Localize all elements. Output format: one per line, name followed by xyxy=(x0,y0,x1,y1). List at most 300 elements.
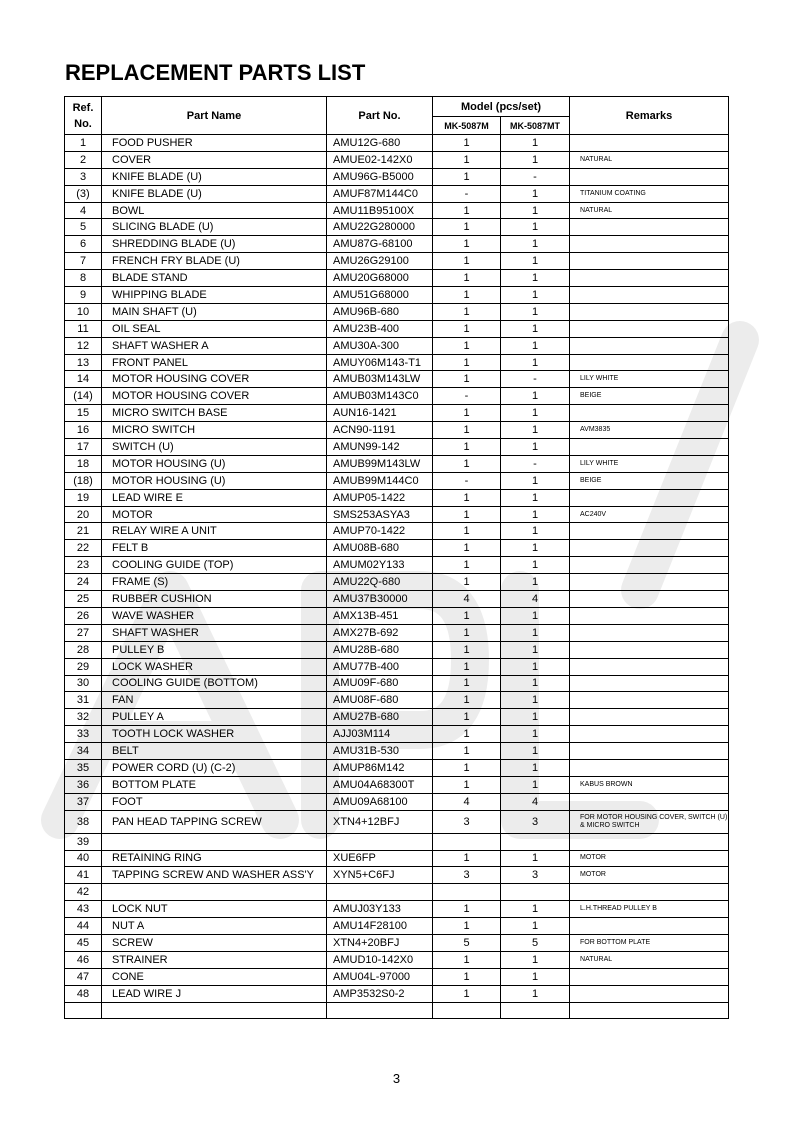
ref-cell: 45 xyxy=(65,934,102,951)
table-row xyxy=(65,658,729,675)
part-no-cell: AMUM02Y133 xyxy=(327,557,433,574)
ref-cell: 34 xyxy=(65,743,102,760)
remarks-cell xyxy=(570,884,729,901)
table-row xyxy=(65,506,729,523)
part-name-cell: SLICING BLADE (U) xyxy=(102,219,327,236)
part-name-cell: BOWL xyxy=(102,202,327,219)
part-name-cell: WAVE WASHER xyxy=(102,607,327,624)
qty-model-b-cell: 1 xyxy=(501,709,570,726)
part-name-cell: FRAME (S) xyxy=(102,574,327,591)
qty-model-a-cell: 1 xyxy=(433,759,501,776)
part-name-cell: RUBBER CUSHION xyxy=(102,591,327,608)
qty-model-a-cell: 5 xyxy=(433,934,501,951)
qty-model-a-cell xyxy=(433,884,501,901)
qty-model-b-cell: 1 xyxy=(501,185,570,202)
part-no-cell: AMU26G29100 xyxy=(327,253,433,270)
qty-model-b-cell: 1 xyxy=(501,692,570,709)
part-no-cell: AMUD10-142X0 xyxy=(327,951,433,968)
ref-cell: 24 xyxy=(65,574,102,591)
remarks-cell xyxy=(570,168,729,185)
remarks-cell: NATURAL xyxy=(570,151,729,168)
part-name-cell: COOLING GUIDE (BOTTOM) xyxy=(102,675,327,692)
qty-model-a-cell: 1 xyxy=(433,236,501,253)
part-no-cell: AMU04L-97000 xyxy=(327,968,433,985)
remarks-cell xyxy=(570,641,729,658)
remarks-cell: MOTOR xyxy=(570,850,729,867)
qty-model-a-cell: 1 xyxy=(433,371,501,388)
header-remarks: Remarks xyxy=(570,97,729,135)
remarks-cell xyxy=(570,303,729,320)
ref-cell: 37 xyxy=(65,793,102,810)
remarks-cell: L.H.THREAD PULLEY B xyxy=(570,901,729,918)
remarks-cell xyxy=(570,658,729,675)
qty-model-b-cell: 1 xyxy=(501,354,570,371)
part-name-cell: SHAFT WASHER A xyxy=(102,337,327,354)
ref-cell: 33 xyxy=(65,726,102,743)
remarks-cell xyxy=(570,405,729,422)
ref-cell: 32 xyxy=(65,709,102,726)
part-no-cell: XTN4+12BFJ xyxy=(327,810,433,833)
part-name-cell: TAPPING SCREW AND WASHER ASS'Y xyxy=(102,867,327,884)
part-name-cell: BLADE STAND xyxy=(102,270,327,287)
page-number: 3 xyxy=(392,1071,401,1086)
remarks-cell xyxy=(570,743,729,760)
parts-table xyxy=(64,96,729,1019)
qty-model-a-cell: 1 xyxy=(433,968,501,985)
part-name-cell: MOTOR xyxy=(102,506,327,523)
table-row xyxy=(65,692,729,709)
part-no-cell: AMU12G-680 xyxy=(327,135,433,152)
part-name-cell: KNIFE BLADE (U) xyxy=(102,168,327,185)
table-row xyxy=(65,337,729,354)
remarks-cell xyxy=(570,607,729,624)
page-title: REPLACEMENT PARTS LIST xyxy=(65,60,366,85)
qty-model-a-cell: 1 xyxy=(433,726,501,743)
ref-cell: 3 xyxy=(65,168,102,185)
part-no-cell: AMU51G68000 xyxy=(327,287,433,304)
table-row xyxy=(65,1002,729,1019)
qty-model-a-cell: 1 xyxy=(433,574,501,591)
qty-model-b-cell: 5 xyxy=(501,934,570,951)
ref-cell: 29 xyxy=(65,658,102,675)
qty-model-b-cell: 1 xyxy=(501,641,570,658)
ref-cell: 27 xyxy=(65,624,102,641)
table-row xyxy=(65,371,729,388)
remarks-cell xyxy=(570,675,729,692)
qty-model-a-cell: 1 xyxy=(433,303,501,320)
remarks-cell xyxy=(570,540,729,557)
remarks-cell xyxy=(570,270,729,287)
remarks-cell xyxy=(570,793,729,810)
qty-model-a-cell: 4 xyxy=(433,793,501,810)
parts-body xyxy=(65,135,729,1019)
part-name-cell: LEAD WIRE E xyxy=(102,489,327,506)
part-no-cell: AMU08B-680 xyxy=(327,540,433,557)
part-name-cell: BELT xyxy=(102,743,327,760)
part-no-cell: AMU96B-680 xyxy=(327,303,433,320)
part-no-cell: ACN90-1191 xyxy=(327,422,433,439)
table-row xyxy=(65,303,729,320)
part-name-cell: COOLING GUIDE (TOP) xyxy=(102,557,327,574)
part-no-cell: AMUB99M144C0 xyxy=(327,472,433,489)
table-row xyxy=(65,185,729,202)
qty-model-b-cell: 1 xyxy=(501,901,570,918)
remarks-cell: NATURAL xyxy=(570,951,729,968)
table-row xyxy=(65,270,729,287)
part-no-cell: AMU22Q-680 xyxy=(327,574,433,591)
remarks-cell xyxy=(570,591,729,608)
part-name-cell: FOOD PUSHER xyxy=(102,135,327,152)
qty-model-a-cell: 1 xyxy=(433,405,501,422)
qty-model-a-cell: 1 xyxy=(433,506,501,523)
table-row xyxy=(65,489,729,506)
remarks-cell: KABUS BROWN xyxy=(570,776,729,793)
qty-model-a-cell: 1 xyxy=(433,850,501,867)
remarks-cell: LILY WHITE xyxy=(570,455,729,472)
qty-model-a-cell: 1 xyxy=(433,219,501,236)
ref-cell: 48 xyxy=(65,985,102,1002)
table-row xyxy=(65,759,729,776)
ref-cell xyxy=(65,1002,102,1019)
ref-cell: 2 xyxy=(65,151,102,168)
remarks-cell xyxy=(570,692,729,709)
part-no-cell: AMX13B-451 xyxy=(327,607,433,624)
part-no-cell: XUE6FP xyxy=(327,850,433,867)
ref-cell: 20 xyxy=(65,506,102,523)
table-row xyxy=(65,202,729,219)
qty-model-b-cell: 1 xyxy=(501,759,570,776)
remarks-cell: FOR MOTOR HOUSING COVER, SWITCH (U) & MICRO SWITCH xyxy=(570,810,729,833)
ref-cell: 31 xyxy=(65,692,102,709)
ref-cell: 12 xyxy=(65,337,102,354)
table-row xyxy=(65,574,729,591)
table-row xyxy=(65,151,729,168)
ref-cell: 41 xyxy=(65,867,102,884)
part-name-cell: MOTOR HOUSING COVER xyxy=(102,371,327,388)
qty-model-a-cell: 1 xyxy=(433,253,501,270)
qty-model-b-cell: 1 xyxy=(501,472,570,489)
qty-model-a-cell: 1 xyxy=(433,901,501,918)
header-model-b: MK-5087MT xyxy=(501,117,570,135)
table-row xyxy=(65,607,729,624)
part-no-cell: AMX27B-692 xyxy=(327,624,433,641)
remarks-cell xyxy=(570,709,729,726)
remarks-cell xyxy=(570,574,729,591)
part-name-cell: TOOTH LOCK WASHER xyxy=(102,726,327,743)
qty-model-a-cell: 1 xyxy=(433,658,501,675)
table-row xyxy=(65,287,729,304)
ref-cell: 9 xyxy=(65,287,102,304)
part-no-cell: AMU30A-300 xyxy=(327,337,433,354)
qty-model-b-cell: 1 xyxy=(501,675,570,692)
part-no-cell: AMU09F-680 xyxy=(327,675,433,692)
table-row xyxy=(65,253,729,270)
remarks-cell xyxy=(570,287,729,304)
table-row xyxy=(65,918,729,935)
ref-cell: 21 xyxy=(65,523,102,540)
qty-model-b-cell: 1 xyxy=(501,850,570,867)
header-model-a: MK-5087M xyxy=(433,117,501,135)
qty-model-b-cell: 1 xyxy=(501,202,570,219)
part-no-cell: AMUP86M142 xyxy=(327,759,433,776)
ref-cell: 25 xyxy=(65,591,102,608)
ref-cell: 7 xyxy=(65,253,102,270)
part-name-cell: MOTOR HOUSING COVER xyxy=(102,388,327,405)
qty-model-b-cell: - xyxy=(501,455,570,472)
table-row xyxy=(65,726,729,743)
ref-cell: 14 xyxy=(65,371,102,388)
part-name-cell: LOCK WASHER xyxy=(102,658,327,675)
qty-model-a-cell xyxy=(433,1002,501,1019)
qty-model-b-cell: 1 xyxy=(501,968,570,985)
qty-model-a-cell: 1 xyxy=(433,692,501,709)
ref-cell: 23 xyxy=(65,557,102,574)
qty-model-a-cell: - xyxy=(433,472,501,489)
remarks-cell xyxy=(570,726,729,743)
part-no-cell: XYN5+C6FJ xyxy=(327,867,433,884)
header-ref-line1: Ref. xyxy=(72,101,94,114)
part-no-cell: AMU22G280000 xyxy=(327,219,433,236)
ref-cell: 6 xyxy=(65,236,102,253)
qty-model-a-cell: 1 xyxy=(433,709,501,726)
remarks-cell xyxy=(570,968,729,985)
part-name-cell: PAN HEAD TAPPING SCREW xyxy=(102,810,327,833)
ref-cell: 15 xyxy=(65,405,102,422)
qty-model-a-cell: 1 xyxy=(433,523,501,540)
part-no-cell: AMU96G-B5000 xyxy=(327,168,433,185)
part-name-cell xyxy=(102,833,327,850)
qty-model-a-cell: 1 xyxy=(433,641,501,658)
qty-model-a-cell: 1 xyxy=(433,422,501,439)
remarks-cell: NATURAL xyxy=(570,202,729,219)
ref-cell: 18 xyxy=(65,455,102,472)
qty-model-a-cell: - xyxy=(433,185,501,202)
part-name-cell: LOCK NUT xyxy=(102,901,327,918)
qty-model-b-cell: 1 xyxy=(501,574,570,591)
qty-model-a-cell: 1 xyxy=(433,607,501,624)
qty-model-b-cell: 1 xyxy=(501,253,570,270)
qty-model-a-cell: 1 xyxy=(433,202,501,219)
part-name-cell: PULLEY B xyxy=(102,641,327,658)
qty-model-b-cell: 1 xyxy=(501,951,570,968)
qty-model-a-cell: 1 xyxy=(433,320,501,337)
part-no-cell: AMU77B-400 xyxy=(327,658,433,675)
ref-cell: (18) xyxy=(65,472,102,489)
part-name-cell: NUT A xyxy=(102,918,327,935)
qty-model-b-cell xyxy=(501,833,570,850)
table-row xyxy=(65,455,729,472)
part-no-cell: AMU11B95100X xyxy=(327,202,433,219)
part-name-cell: MOTOR HOUSING (U) xyxy=(102,472,327,489)
qty-model-b-cell: 1 xyxy=(501,557,570,574)
qty-model-a-cell: 1 xyxy=(433,675,501,692)
part-name-cell: MOTOR HOUSING (U) xyxy=(102,455,327,472)
part-no-cell: AMP3532S0-2 xyxy=(327,985,433,1002)
qty-model-b-cell xyxy=(501,884,570,901)
qty-model-b-cell: 1 xyxy=(501,540,570,557)
part-name-cell: COVER xyxy=(102,151,327,168)
table-row xyxy=(65,867,729,884)
qty-model-a-cell: 1 xyxy=(433,776,501,793)
table-row xyxy=(65,675,729,692)
ref-cell: 16 xyxy=(65,422,102,439)
part-no-cell: AJJ03M114 xyxy=(327,726,433,743)
qty-model-b-cell: 1 xyxy=(501,726,570,743)
part-name-cell: FOOT xyxy=(102,793,327,810)
part-name-cell: MICRO SWITCH BASE xyxy=(102,405,327,422)
ref-cell: 42 xyxy=(65,884,102,901)
remarks-cell: MOTOR xyxy=(570,867,729,884)
qty-model-a-cell: 3 xyxy=(433,867,501,884)
qty-model-b-cell: 1 xyxy=(501,388,570,405)
qty-model-b-cell: - xyxy=(501,168,570,185)
table-row xyxy=(65,405,729,422)
table-row xyxy=(65,523,729,540)
header-part-no: Part No. xyxy=(327,97,433,135)
table-row xyxy=(65,320,729,337)
ref-cell: 46 xyxy=(65,951,102,968)
part-no-cell: AMU31B-530 xyxy=(327,743,433,760)
qty-model-b-cell: 1 xyxy=(501,270,570,287)
part-no-cell: XTN4+20BFJ xyxy=(327,934,433,951)
table-row xyxy=(65,776,729,793)
header-model: Model (pcs/set) xyxy=(433,97,570,117)
qty-model-b-cell: 1 xyxy=(501,607,570,624)
table-row xyxy=(65,219,729,236)
qty-model-a-cell: 1 xyxy=(433,151,501,168)
qty-model-b-cell: 1 xyxy=(501,219,570,236)
remarks-cell xyxy=(570,489,729,506)
part-name-cell: MAIN SHAFT (U) xyxy=(102,303,327,320)
ref-cell: 17 xyxy=(65,439,102,456)
qty-model-a-cell: - xyxy=(433,388,501,405)
part-no-cell: AMUE02-142X0 xyxy=(327,151,433,168)
part-no-cell: AMUJ03Y133 xyxy=(327,901,433,918)
qty-model-b-cell: 4 xyxy=(501,793,570,810)
qty-model-b-cell: 1 xyxy=(501,658,570,675)
table-row xyxy=(65,884,729,901)
part-no-cell xyxy=(327,884,433,901)
remarks-cell: LILY WHITE xyxy=(570,371,729,388)
table-row xyxy=(65,641,729,658)
part-no-cell: AMU20G68000 xyxy=(327,270,433,287)
part-no-cell: AMU14F28100 xyxy=(327,918,433,935)
remarks-cell xyxy=(570,557,729,574)
table-row xyxy=(65,236,729,253)
remarks-cell xyxy=(570,759,729,776)
qty-model-b-cell: 1 xyxy=(501,151,570,168)
remarks-cell: TITANIUM COATING xyxy=(570,185,729,202)
qty-model-b-cell: 1 xyxy=(501,236,570,253)
part-name-cell: SHAFT WASHER xyxy=(102,624,327,641)
remarks-cell: BEIGE xyxy=(570,472,729,489)
part-name-cell: MICRO SWITCH xyxy=(102,422,327,439)
part-no-cell: AMU28B-680 xyxy=(327,641,433,658)
qty-model-b-cell: 1 xyxy=(501,489,570,506)
qty-model-a-cell: 1 xyxy=(433,270,501,287)
qty-model-b-cell: 1 xyxy=(501,320,570,337)
qty-model-a-cell: 1 xyxy=(433,439,501,456)
part-name-cell: FAN xyxy=(102,692,327,709)
part-no-cell: AMUF87M144C0 xyxy=(327,185,433,202)
qty-model-a-cell: 4 xyxy=(433,591,501,608)
part-name-cell: SWITCH (U) xyxy=(102,439,327,456)
ref-cell: 39 xyxy=(65,833,102,850)
table-row xyxy=(65,439,729,456)
ref-cell: 10 xyxy=(65,303,102,320)
part-name-cell xyxy=(102,884,327,901)
remarks-cell: FOR BOTTOM PLATE xyxy=(570,934,729,951)
qty-model-b-cell: 1 xyxy=(501,918,570,935)
part-no-cell xyxy=(327,833,433,850)
table-row xyxy=(65,168,729,185)
part-name-cell: POWER CORD (U) (C-2) xyxy=(102,759,327,776)
ref-cell: 40 xyxy=(65,850,102,867)
part-name-cell: LEAD WIRE J xyxy=(102,985,327,1002)
part-no-cell: AMU23B-400 xyxy=(327,320,433,337)
qty-model-b-cell: 1 xyxy=(501,776,570,793)
qty-model-a-cell: 1 xyxy=(433,168,501,185)
part-no-cell: AMUP70-1422 xyxy=(327,523,433,540)
qty-model-b-cell: 3 xyxy=(501,810,570,833)
table-row xyxy=(65,901,729,918)
remarks-cell xyxy=(570,253,729,270)
remarks-cell xyxy=(570,624,729,641)
table-row xyxy=(65,810,729,833)
ref-cell: 44 xyxy=(65,918,102,935)
qty-model-a-cell: 1 xyxy=(433,354,501,371)
part-name-cell: STRAINER xyxy=(102,951,327,968)
table-row xyxy=(65,709,729,726)
qty-model-a-cell: 1 xyxy=(433,557,501,574)
remarks-cell xyxy=(570,523,729,540)
table-row xyxy=(65,472,729,489)
ref-cell: 28 xyxy=(65,641,102,658)
table-row xyxy=(65,985,729,1002)
part-no-cell: AMU08F-680 xyxy=(327,692,433,709)
part-no-cell: AMUB99M143LW xyxy=(327,455,433,472)
part-name-cell: BOTTOM PLATE xyxy=(102,776,327,793)
ref-cell: (14) xyxy=(65,388,102,405)
ref-cell: 19 xyxy=(65,489,102,506)
qty-model-b-cell: 1 xyxy=(501,439,570,456)
part-no-cell: AMU87G-68100 xyxy=(327,236,433,253)
part-no-cell: AMU27B-680 xyxy=(327,709,433,726)
ref-cell: 8 xyxy=(65,270,102,287)
qty-model-a-cell: 1 xyxy=(433,624,501,641)
remarks-cell xyxy=(570,320,729,337)
part-no-cell: AUN16-1421 xyxy=(327,405,433,422)
qty-model-a-cell: 3 xyxy=(433,810,501,833)
qty-model-b-cell: 1 xyxy=(501,624,570,641)
part-no-cell: AMU04A68300T xyxy=(327,776,433,793)
qty-model-b-cell: 1 xyxy=(501,287,570,304)
table-row xyxy=(65,388,729,405)
remarks-cell xyxy=(570,219,729,236)
part-name-cell: OIL SEAL xyxy=(102,320,327,337)
table-row xyxy=(65,951,729,968)
table-row xyxy=(65,540,729,557)
qty-model-b-cell: 1 xyxy=(501,422,570,439)
remarks-cell xyxy=(570,354,729,371)
qty-model-a-cell: 1 xyxy=(433,951,501,968)
remarks-cell xyxy=(570,918,729,935)
qty-model-a-cell: 1 xyxy=(433,337,501,354)
ref-cell: 30 xyxy=(65,675,102,692)
part-name-cell: RELAY WIRE A UNIT xyxy=(102,523,327,540)
table-row xyxy=(65,934,729,951)
remarks-cell: AC240V xyxy=(570,506,729,523)
